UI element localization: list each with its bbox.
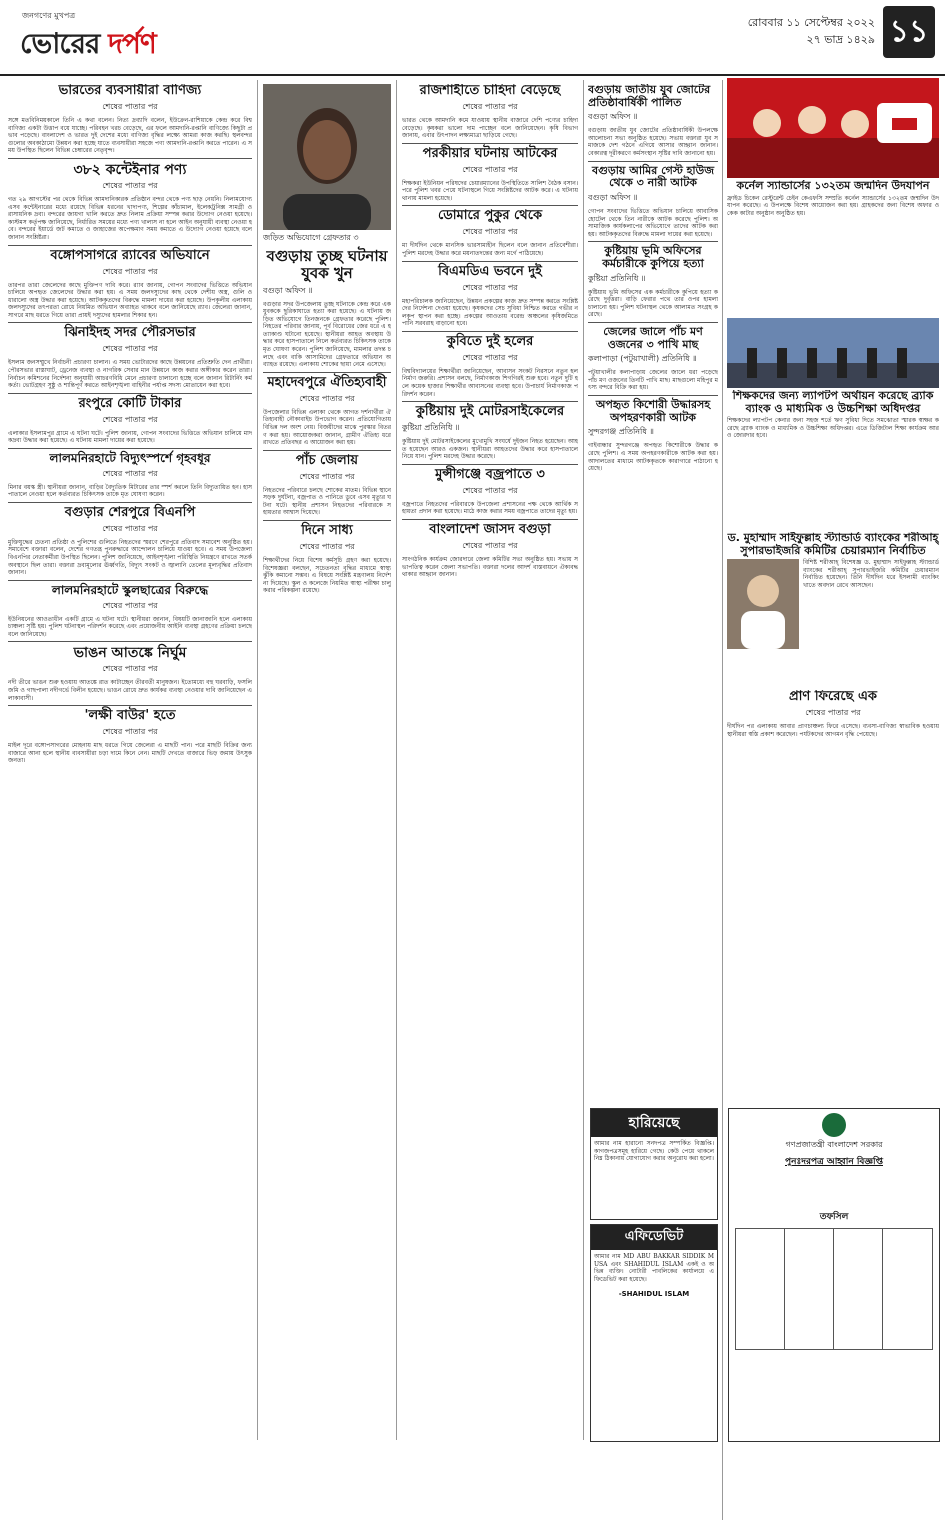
affidavit-notice — [590, 1224, 718, 1442]
article-body: বজ্রপাতে নিহতদের পরিবারকে উপজেলা প্রশাসনের পক্ষ থেকে আর্থিক সহায়তা প্রদান করা হয়েছে। মাঠে কাজ করার সময় বজ্রপাতে তাদের মৃত্যু হয়। — [402, 500, 578, 516]
article-headline: লালমনিরহাটে স্কুলছাত্রের বিরুদ্ধে — [51, 582, 209, 597]
article-headline: জেলের জালে পাঁচ মণ ওজনের ৩ পাখি মাছ — [603, 324, 703, 351]
date-bengali: ২৭ ভাদ্র ১৪২৯ — [806, 33, 875, 46]
column-rule — [396, 80, 397, 1440]
article-subhead: শেষের পাতার পর — [462, 227, 518, 237]
article-mohadevpur — [263, 376, 391, 447]
article-body: সাংগঠনিক কার্যক্রম জোরদারে জেলা কমিটির সভা অনুষ্ঠিত হয়। সভায় সভাপতিত্ব করেন জেলা সভাপতি। বক্তারা দলের আদর্শ বাস্তবায়নে ঐক্যবদ্ধ থাকার আহ্বান জানান। — [402, 555, 578, 579]
article-body: মিনার বয়স্ক স্ত্রী। স্থানীয়রা জানান, বাড়ির বৈদ্যুতিক মিটারের তার স্পর্শ করলে তিনি বিদ্যুতায়িত হন। হাসপাতালে নেওয়া হলে কর্তব্যরত চিকিৎসক তাকে মৃত ঘোষণা করেন। — [8, 483, 252, 499]
article-headline: বগুড়ায় তুচ্ছ ঘটনায় যুবক খুন — [266, 247, 388, 283]
article-kushtia-bike — [402, 405, 578, 461]
article-headline: অপহৃত কিশোরী উদ্ধারসহ অপহরণকারী আটক — [595, 398, 711, 424]
article-rajshahi — [402, 84, 578, 140]
article-headline: বগুড়ায় জাতীয় যুব জোটের প্রতিষ্ঠাবার্ষিকী পালিত — [588, 84, 711, 109]
article-body: ইসলাম জনসম্মুখে নির্বাচনী প্রচারণা চালান। এ সময় ভোটারদের কাছে উন্নয়নের প্রতিশ্রুতি দেন প্রার্থীরা। পৌরসভার রাস্তাঘাট, ড্রেনেজ ব্যবস্থা ও নাগরিক সেবার মান উন্নয়নে কাজ করার অঙ্গীকার করেন তারা। নির্বাচন কমিশনের নির্দেশনা অনুযায়ী আচরণবিধি মেনে প্রচারণা চালানো হচ্ছে বলে জানান রিটার্নিং কর্মকর্তা। ভোটগ্রহণ সুষ্ঠু ও শান্তিপূর্ণ করতে আইনশৃঙ্খলা বাহিনীর পর্যাপ্ত সদস্য মোতায়েন করা হবে। — [8, 359, 252, 390]
article-subhead: শেষের পাতার পর — [299, 471, 355, 481]
article-kubi — [402, 335, 578, 398]
article-body: এলাকার ইসলামপুর গ্রামে এ ঘটনা ঘটে। পুলিশ জানায়, গোপন সংবাদের ভিত্তিতে অভিযান চালিয়ে মাদকদ্রব্য উদ্ধার করা হয়েছে। এ ঘটনায় মামলা দায়ের করা হয়েছে। — [8, 429, 252, 445]
article-body: বগুড়ার সদর উপজেলায় তুচ্ছ ঘটনাকে কেন্দ্র করে এক যুবককে ছুরিকাঘাতে হত্যা করা হয়েছে। এ ঘটনায় জড়িত অভিযোগে তিনজনকে গ্রেফতার করেছে পুলিশ। নিহতের পরিবার জানায়, পূর্ব বিরোধের জের ধরে এ হত্যাকাণ্ড ঘটানো হয়েছে। স্থানীয়রা আহত অবস্থায় উদ্ধার করে হাসপাতালে নিলে কর্তব্যরত চিকিৎসক তাকে মৃত ঘোষণা করেন। পুলিশ জানিয়েছে, মামলার তদন্ত চলছে এবং বাকি আসামিদের গ্রেফতারে অভিযান অব্যাহত রয়েছে। এলাকায় শোকের ছায়া নেমে এসেছে। — [263, 300, 391, 369]
article-body: মুক্তিযুদ্ধের চেতনা প্রতিষ্ঠা ও পুলিশের গুলিতে নিহতদের স্মরণে শেরপুরে প্রতিবাদ সমাবেশ অনুষ্ঠিত হয়। সমাবেশে বক্তারা বলেন, দেশের গণতন্ত্র পুনরুদ্ধারে আন্দোলন চালিয়ে যাওয়া হবে। এ সময় উপজেলা বিএনপির নেতাকর্মীরা উপস্থিত ছিলেন। পুলিশ জানিয়েছে, আইনশৃঙ্খলা পরিস্থিতি নিয়ন্ত্রণে রাখতে সতর্ক অবস্থানে ছিল তারা। বক্তারা দ্রব্যমূল্যের ঊর্ধ্বগতি, বিদ্যুৎ সংকট ও জ্বালানি তেলের মূল্যবৃদ্ধির প্রতিবাদ জানান। — [8, 538, 252, 577]
logo-title — [20, 22, 156, 69]
divider — [8, 393, 252, 394]
portrait-illustration — [263, 84, 391, 230]
article-headline: বঙ্গোপসাগরে র‍্যাবের অভিযানে — [50, 247, 210, 263]
article-subhead: শেষের পাতার পর — [102, 101, 158, 111]
article-body: তারপর তারা জেলেদের কাছে মুক্তিপণ দাবি করে। র‍্যাব জানায়, গোপন সংবাদের ভিত্তিতে অভিযান চালিয়ে অপহৃত জেলেদের উদ্ধার করা হয়। এ সময় জলদস্যুদের কাছ থেকে দেশীয় অস্ত্র, গুলি ও ধারালো অস্ত্র উদ্ধার করা হয়েছে। আটককৃতদের বিরুদ্ধে মামলা দায়ের করা হয়েছে। উপকূলীয় এলাকায় জলদস্যুদের তৎপরতা রোধে নিয়মিত অভিযান অব্যাহত থাকবে বলে জানিয়েছে র‍্যাব। জেলেরা জানান, সাগরে মাছ ধরতে গিয়ে তারা প্রায়ই দস্যুদের হামলার শিকার হন। — [8, 281, 252, 319]
article-headline: কুবিতে দুই হলের — [446, 333, 534, 349]
article-subhead: শেষের পাতার পর — [299, 542, 355, 551]
article-body: মা দীর্ঘদিন থেকে মানসিক ভারসাম্যহীন ছিলেন বলে জানান প্রতিবেশীরা। পুলিশ মরদেহ উদ্ধার করে ময়নাতদন্তের জন্য মর্গে পাঠিয়েছে। — [402, 242, 578, 257]
article-rab — [8, 249, 252, 320]
table-column — [736, 1229, 785, 1349]
article-body: সঙ্গে মতবিনিময়কালে তিনি এ কথা বলেন। নিত্য দ্রব্যাদি বলেন, ইউক্রেন-রাশিয়াকে কেন্দ্র করে বিশ্ববাণিজ্য একটা উত্তাপ বয়ে যাচ্ছে। পরিবহন খরচ বেড়েছে, এর ফলে আমদানি-রপ্তানি বাণিজ্যে কিছুটা প্রভাব পড়েছে। বাংলাদেশ ও ভারত দুই দেশের মধ্যে বাণিজ্য বৃদ্ধির লক্ষ্যে আমরা কাজ করছি। স্থলবন্দরগুলোর অবকাঠামো উন্নয়ন করা হচ্ছে যাতে ব্যবসায়ীরা সহজে পণ্য আমদানি-রপ্তানি করতে পারেন। এ সময় উপস্থিত ছিলেন বিভিন্ন চেম্বারের নেতৃবৃন্দ। — [8, 116, 252, 155]
article-jhenaidah — [8, 326, 252, 389]
date-gregorian: রোববার ১১ সেপ্টেম্বর ২০২২ — [747, 16, 875, 29]
article-subhead: বগুড়া অফিস ॥ — [263, 285, 313, 295]
portrait-photo — [263, 84, 391, 230]
article-headline: রংপুরে কোটি টাকার — [78, 395, 182, 411]
article-headline: ভারতের ব্যবসায়ীরা বাণিজ্য — [58, 84, 202, 98]
article-subhead: কুষ্টিয়া প্রতিনিধি ॥ — [588, 273, 646, 283]
article-headline: দিনে সাধ্য — [301, 523, 353, 539]
article-subhead: শেষের পাতার পর — [462, 282, 518, 292]
article-headline: ড. মুহাম্মাদ সাইফুল্লাহ স্ট্যান্ডার্ড ব্যাংকের শরীআহ্ সুপারভাইজরি কমিটির চেয়ারম্যান নির্বাচিত — [727, 532, 939, 557]
masthead — [0, 0, 945, 76]
logo-tagline: জনগণের মুখপত্র — [22, 11, 76, 20]
article-headline: কুষ্টিয়ায় দুই মোটরসাইকেলের — [415, 404, 565, 420]
article-subhead: সুন্দরগঞ্জ প্রতিনিধি ॥ — [588, 427, 654, 437]
notice-table — [735, 1228, 933, 1350]
article-body: বিশ্ববিদ্যালয়ের শিক্ষার্থীরা জানিয়েছেন, আবাসন সংকট নিরসনে নতুন হল নির্মাণ জরুরি। প্রশাসন বলছে, নির্মাণকাজ শিগগিরই শুরু হবে। নতুন দুটি হলে কয়েক হাজার শিক্ষার্থীর আবাসনের ব্যবস্থা হবে। উপাচার্য নির্মাণকাজ পরিদর্শন করেন। — [402, 367, 578, 398]
table-column — [834, 1229, 883, 1349]
article-subhead: শেষের পাতার পর — [805, 707, 861, 717]
article-headline: কুষ্টিয়ায় ভূমি অফিসের কর্মচারীকে কুপিয়ে হত্যা — [602, 244, 704, 270]
divider — [8, 705, 252, 706]
article-subhead: শেষের পাতার পর — [102, 664, 158, 674]
article-body: গোপন সংবাদের ভিত্তিতে অভিযান চালিয়ে আবাসিক হোটেল থেকে তিন নারীকে আটক করেছে পুলিশ। অসামাজিক কার্যকলাপের অভিযোগে তাদের আটক করা হয়। আটককৃতদের বিরুদ্ধে মামলা দায়ের করা হয়েছে। — [588, 207, 718, 238]
divider — [402, 261, 578, 262]
article-headline: বাংলাদেশ জাসদ বগুড়া — [429, 522, 551, 538]
article-jasad — [402, 523, 578, 579]
divider — [588, 241, 718, 242]
article-body: নিহতদের পরিবারে চলছে শোকের মাতম। বিভিন্ন স্থানে সড়ক দুর্ঘটনা, বজ্রপাত ও পানিতে ডুবে এসব মৃত্যুর ঘটনা ঘটে। স্থানীয় প্রশাসন নিহতদের পরিবারকে সহায়তার আশ্বাস দিয়েছে। — [263, 486, 391, 517]
article-domar — [402, 209, 578, 257]
table-column — [785, 1229, 834, 1349]
article-rangpur — [8, 397, 252, 445]
article-standard-bank — [727, 532, 939, 682]
article-five-districts — [263, 454, 391, 517]
divider — [588, 322, 718, 323]
ceremony-photo — [727, 318, 939, 388]
lost-notice-body: আমার নাম হারানো সনদপত্র সম্পর্কিত বিজ্ঞপ্তি। কাগজপত্রসমূহ হারিয়ে গেছে। কেউ পেয়ে থাকলে নিম্ন ঠিকানায় যোগাযোগ করার অনুরোধ করা হলো। — [594, 1140, 714, 1163]
divider — [402, 205, 578, 206]
article-body: ইউনিয়নের আওতাধীন একটি গ্রামে এ ঘটনা ঘটে। স্থানীয়রা জানান, বিষয়টি জানাজানি হলে এলাকায় চাঞ্চল্য সৃষ্টি হয়। পুলিশ ঘটনাস্থল পরিদর্শন করেছে এবং প্রয়োজনীয় আইনি ব্যবস্থা গ্রহণের প্রক্রিয়া চলছে বলে জানিয়েছে। — [8, 615, 252, 638]
article-containers — [8, 162, 252, 242]
article-subhead: শেষের পাতার পর — [102, 468, 158, 478]
article-kidnap — [588, 399, 718, 473]
article-body: উপজেলার বিভিন্ন এলাকা থেকে আগত দর্শনার্থীরা ঐতিহ্যবাহী নৌকাবাইচ উপভোগ করেন। প্রতিযোগিতায় বিভিন্ন দল অংশ নেয়। বিজয়ীদের মাঝে পুরস্কার বিতরণ করা হয়। আয়োজকরা জানান, গ্রামীণ ঐতিহ্য ধরে রাখতে প্রতিবছর এ আয়োজন করা হয়। — [263, 408, 391, 447]
divider — [8, 502, 252, 503]
article-land-office — [588, 245, 718, 319]
affidavit-signature: -SHAHIDUL ISLAM — [618, 1290, 690, 1299]
article-lalmonirhat-1 — [8, 452, 252, 499]
article-subhead: শেষের পাতার পর — [462, 352, 518, 362]
photo-caption: জড়িত অভিযোগে গ্রেফতার ৩ — [263, 233, 359, 242]
article-headline: বগুড়ার শেরপুরে বিএনপি — [64, 504, 196, 520]
divider — [8, 245, 252, 246]
article-health — [263, 524, 391, 595]
article-subhead: শেষের পাতার পর — [102, 414, 158, 424]
article-body: ভারত থেকে আমদানি কমে যাওয়ায় স্থানীয় বাজারে দেশি পণ্যের চাহিদা বেড়েছে। কৃষকরা ভালো দাম পাচ্ছেন বলে জানিয়েছেন। কৃষি বিভাগ জানায়, এবার উৎপাদন লক্ষ্যমাত্রা ছাড়িয়ে গেছে। — [402, 116, 578, 140]
article-bmda — [402, 265, 578, 328]
article-body: গত ২৯ আগস্টের পর থেকে বিভিন্ন আমদানিকারক প্রতিষ্ঠান বন্দর থেকে পণ্য ছাড় নেয়নি। নিলামযোগ্য এসব কন্টেইনারের মধ্যে রয়েছে বিভিন্ন ধরনের খাদ্যপণ্য, শিল্পের কাঁচামাল, ইলেকট্রনিক্স সামগ্রী ও রাসায়নিক দ্রব্য। বন্দরের জায়গা খালি করতে দ্রুত নিলাম প্রক্রিয়া সম্পন্ন করার উদ্যোগ নেওয়া হয়েছে। কাস্টমস কর্তৃপক্ষ জানিয়েছে, নির্ধারিত সময়ের মধ্যে পণ্য খালাস না হলে আইন অনুযায়ী ব্যবস্থা নেওয়া হবে। বন্দরের ইয়ার্ডে জট কমাতে ও জাহাজের অপেক্ষমাণ সময় কমাতে এ উদ্যোগ নেওয়া হয়েছে বলে জানান সংশ্লিষ্টরা। — [8, 196, 252, 241]
lost-notice-title: হারিয়েছে — [591, 1109, 717, 1137]
article-headline: কর্নেল স্যান্ডার্সের ১৩২তম জন্মদিন উদযাপন — [736, 180, 930, 192]
divider — [402, 143, 578, 144]
article-sherpur — [8, 506, 252, 577]
article-trade — [8, 84, 252, 155]
article-body: পটুয়াখালীর কলাপাড়ায় জেলের জালে ধরা পড়েছে পাঁচ মণ ওজনের তিনটি পাখি মাছ। মাছগুলো মহিপুর মৎস্য বন্দরে বিক্রি করা হয়। — [588, 369, 718, 392]
birthday-event-photo — [727, 78, 939, 178]
column-rule — [257, 80, 258, 1440]
divider — [263, 450, 391, 451]
article-headline: লালমনিরহাটে বিদ্যুৎস্পর্শে গৃহবধূর — [49, 450, 211, 465]
article-subhead: বগুড়া অফিস ॥ — [588, 112, 638, 122]
lost-notice — [590, 1108, 718, 1220]
article-body: নদী তীরে ভাঙন শুরু হওয়ায় আতঙ্কে রাত কাটাচ্ছেন তীরবর্তী মানুষজন। ইতোমধ্যে বহু ঘরবাড়ি, ফসলি জমি ও গাছপালা নদীগর্ভে বিলীন হয়েছে। ভাঙন রোধে দ্রুত কার্যকর ব্যবস্থা নেওয়ার দাবি জানিয়েছেন এলাকাবাসী। — [8, 679, 252, 702]
article-body: শিক্ষকদের ল্যাপটপ কেনার জন্য সহজ শর্তে ঋণ সুবিধা দিতে সমঝোতা স্মারক স্বাক্ষর করেছে ব্র্যাক ব্যাংক ও মাধ্যমিক ও উচ্চশিক্ষা অধিদপ্তর। এতে ডিজিটাল শিক্ষা কার্যক্রম আরও জোরদার হবে। — [727, 417, 939, 440]
article-headline: বিএমডিএ ভবনে দুই — [438, 263, 542, 279]
article-bogura-murder — [263, 248, 391, 369]
article-headline: ৩৮২ কন্টেইনার পণ্য — [73, 161, 187, 178]
article-munshiganj — [402, 468, 578, 516]
article-subhead: শেষের পাতার পর — [462, 540, 518, 550]
divider — [8, 158, 252, 159]
divider — [588, 395, 718, 396]
government-seal-icon — [822, 1113, 846, 1137]
column-rule — [722, 80, 723, 1520]
newspaper-logo — [10, 6, 160, 64]
article-subhead: কুষ্টিয়া প্রতিনিধি ॥ — [402, 423, 460, 433]
divider — [263, 520, 391, 521]
divider — [402, 401, 578, 402]
divider — [8, 641, 252, 642]
article-body: বিশিষ্ট শরীআহ্ বিশেষজ্ঞ ড. মুহাম্মাদ সাইফুল্লাহ স্ট্যান্ডার্ড ব্যাংকের শরীআহ্ সুপারভাইজরি কমিটির চেয়ারম্যান নির্বাচিত হয়েছেন। তিনি দীর্ঘদিন ধরে ইসলামী ব্যাংকিং খাতে অবদান রেখে আসছেন। — [803, 559, 939, 590]
article-headline: মহাদেবপুরে ঐতিহ্যবাহী — [267, 374, 387, 390]
article-subhead: শেষের পাতার পর — [102, 523, 158, 533]
article-subhead: শেষের পাতার পর — [299, 393, 355, 403]
article-subhead: শেষের পাতার পর — [462, 485, 518, 495]
article-kfc — [727, 180, 939, 300]
article-body: দীর্ঘদিন পর এলাকায় আবার প্রাণচাঞ্চল্য ফিরে এসেছে। ব্যবসা-বাণিজ্য স্বাভাবিক হওয়ায় স্থানীয়রা স্বস্তি প্রকাশ করেছেন। পর্যটকদের আগমন বৃদ্ধি পেয়েছে। — [727, 722, 939, 738]
article-headline: শিক্ষকদের জন্য ল্যাপটপ অর্থায়ন করেছে ব্র্যাক ব্যাংক ও মাধ্যমিক ও উচ্চশিক্ষা অধিদপ্তর — [732, 390, 934, 415]
article-fish — [8, 709, 252, 765]
birthday-illustration — [727, 78, 939, 178]
dateline — [748, 14, 875, 48]
notice-org: গণপ্রজাতন্ত্রী বাংলাদেশ সরকার — [785, 1140, 883, 1149]
article-headline: পরকীয়ার ঘটনায় আটকের — [422, 145, 558, 161]
article-headline: 'লক্ষী বাউর' হতে — [84, 708, 176, 724]
divider — [402, 331, 578, 332]
article-subhead: শেষের পাতার পর — [102, 727, 158, 737]
article-headline: বগুড়ায় আমির গেস্ট হাউজ থেকে ৩ নারী আটক — [591, 163, 715, 190]
affidavit-title: এফিডেভিট — [591, 1225, 717, 1250]
logo-title-black: ভোরের — [20, 27, 109, 60]
article-subhead: শেষের পাতার পর — [102, 266, 158, 276]
divider — [8, 322, 252, 323]
article-body: ফ্রাইড চিকেন রেস্টুরেন্ট চেইন কেএফসি সম্প্রতি কর্নেল স্যান্ডার্সের ১৩২তম জন্মদিন উদযাপন করেছে। এ উপলক্ষে বিশেষ আয়োজন করা হয়। গ্রাহকদের জন্য বিশেষ অফার ও কেক কাটার অনুষ্ঠান অনুষ্ঠিত হয়। — [727, 194, 939, 217]
article-subhead: শেষের পাতার পর — [102, 600, 158, 610]
notice-title: পুনঃদরপত্র আহ্বান বিজ্ঞপ্তি — [785, 1157, 883, 1167]
article-lalmonirhat-2 — [8, 584, 252, 639]
article-subhead: শেষের পাতার পর — [102, 344, 158, 354]
divider — [8, 580, 252, 581]
article-life-returned — [727, 690, 939, 800]
divider — [588, 161, 718, 162]
article-body: বগুড়ায় জাতীয় যুব জোটের প্রতিষ্ঠাবার্ষিকী উপলক্ষে আলোচনা সভা অনুষ্ঠিত হয়েছে। সভায় বক্তারা যুব সমাজকে দেশ গঠনে এগিয়ে আসার আহ্বান জানান। বেকারত্ব দূরীকরণে কর্মসংস্থান সৃষ্টির দাবি জানানো হয়। — [588, 127, 718, 158]
notice-table-title: তফসিল — [819, 1212, 849, 1222]
article-body: মাইল দূরে বঙ্গোপসাগরের মোহনায় মাছ ধরতে গিয়ে জেলেরা এ মাছটি পান। পরে মাছটি বিক্রির জন্য বাজারে আনা হলে স্থানীয় ব্যবসায়ীরা চড়া দামে কিনে নেন। মাছটি দেখতে বাজারে ভিড় জমায় উৎসুক জনতা। — [8, 742, 252, 765]
article-subhead: বগুড়া অফিস ॥ — [588, 192, 638, 202]
article-body: গাইবান্ধার সুন্দরগঞ্জে অপহৃত কিশোরীকে উদ্ধার করেছে পুলিশ। এ সময় অপহরণকারীকে আটক করা হয়। আদালতের মাধ্যমে আটককৃতকে কারাগারে পাঠানো হয়েছে। — [588, 442, 718, 473]
divider — [402, 519, 578, 520]
article-body: শিক্ষার্থীদের নিয়ে বিশেষ কর্মসূচি গ্রহণ করা হয়েছে। বিশেষজ্ঞরা বলছেন, সচেতনতা বৃদ্ধির মাধ্যমে স্বাস্থ্যঝুঁকি কমানো সম্ভব। এ বিষয়ে সংশ্লিষ্ট মন্ত্রণালয় নির্দেশনা দিয়েছে। স্কুল ও কলেজে নিয়মিত স্বাস্থ্য পরীক্ষা চালু করার পরিকল্পনা রয়েছে। — [263, 557, 391, 595]
article-headline: ঝিনাইদহ সদর পৌরসভার — [64, 325, 196, 341]
article-body: কুষ্টিয়ায় দুই মোটরসাইকেলের মুখোমুখি সংঘর্ষে দুইজন নিহত হয়েছেন। আহত হয়েছেন আরও একজন। স্থানীয়রা আহতদের উদ্ধার করে হাসপাতালে নিয়ে যান। পুলিশ মরদেহ উদ্ধার করেছে। — [402, 438, 578, 461]
divider — [402, 464, 578, 465]
article-youth-alliance — [588, 84, 718, 158]
article-body: মহাপরিচালক জানিয়েছেন, উন্নয়ন প্রকল্পের কাজ দ্রুত সম্পন্ন করতে সংশ্লিষ্টদের নির্দেশনা দেওয়া হয়েছে। কৃষকদের সেচ সুবিধা নিশ্চিত করতে গভীর নলকূপ স্থাপন করা হচ্ছে। প্রকল্পের আওতায় বরেন্দ্র অঞ্চলের কৃষিজমিতে পানি সরবরাহ বাড়ানো হবে। — [402, 297, 578, 328]
column-3 — [402, 84, 578, 1440]
article-subhead: শেষের পাতার পর — [462, 101, 518, 111]
scholar-portrait — [727, 559, 799, 649]
article-headline: পাঁচ জেলায় — [295, 452, 359, 468]
divider — [8, 448, 252, 449]
ceremony-illustration — [727, 318, 939, 388]
article-headline: ভাঙন আতঙ্কে নির্ঘুম — [73, 645, 187, 662]
article-pakhi-fish — [588, 326, 718, 392]
article-body: শিক্ষকরা ইউনিয়ন পরিষদের চেয়ারম্যানের উপস্থিতিতে সালিশ বৈঠক বসান। পরে পুলিশ খবর পেয়ে ঘটনাস্থলে গিয়ে সংশ্লিষ্টদের আটক করে। এ ঘটনায় থানায় মামলা হয়েছে। — [402, 179, 578, 202]
article-affair — [402, 147, 578, 203]
article-headline: রাজশাহীতে চাহিদা বেড়েছে — [419, 84, 561, 98]
article-headline: ডোমারে পুকুর থেকে — [437, 208, 543, 224]
affidavit-body: আমার নাম MD ABU BAKKAR SIDDIK MUSA এবং SHAHIDUL ISLAM একই ও অভিন্ন ব্যক্তি। নোটারী পাবলিকের কার্যালয়ে এফিডেভিট করা হয়েছে। — [594, 1253, 714, 1283]
column-2 — [263, 232, 391, 1440]
portrait-photo — [727, 559, 799, 649]
article-headline: প্রাণ ফিরেছে এক — [788, 690, 878, 704]
article-subhead: শেষের পাতার পর — [102, 181, 158, 190]
article-subhead: শেষের পাতার পর — [462, 164, 518, 174]
article-guesthouse — [588, 165, 718, 239]
article-brac — [727, 390, 939, 528]
table-column — [883, 1229, 932, 1349]
page-number: ১১ — [883, 6, 935, 58]
column-rule — [583, 80, 584, 1440]
column-1 — [8, 84, 252, 1444]
logo-title-red: দর্পণ — [108, 27, 156, 60]
article-headline: মুন্সীগঞ্জে বজ্রপাতে ৩ — [435, 466, 545, 482]
column-4 — [588, 84, 718, 1104]
article-body: কুষ্টিয়ায় ভূমি অফিসের এক কর্মচারীকে কুপিয়ে হত্যা করেছে দুর্বৃত্তরা। বাড়ি ফেরার পথে তার ওপর হামলা চালানো হয়। পুলিশ ঘটনাস্থল থেকে আলামত সংগ্রহ করেছে। — [588, 288, 718, 319]
article-erosion — [8, 645, 252, 702]
government-tender-notice — [728, 1108, 940, 1442]
divider — [263, 372, 391, 373]
article-subhead: কলাপাড়া (পটুয়াখালী) প্রতিনিধি ॥ — [588, 354, 697, 364]
